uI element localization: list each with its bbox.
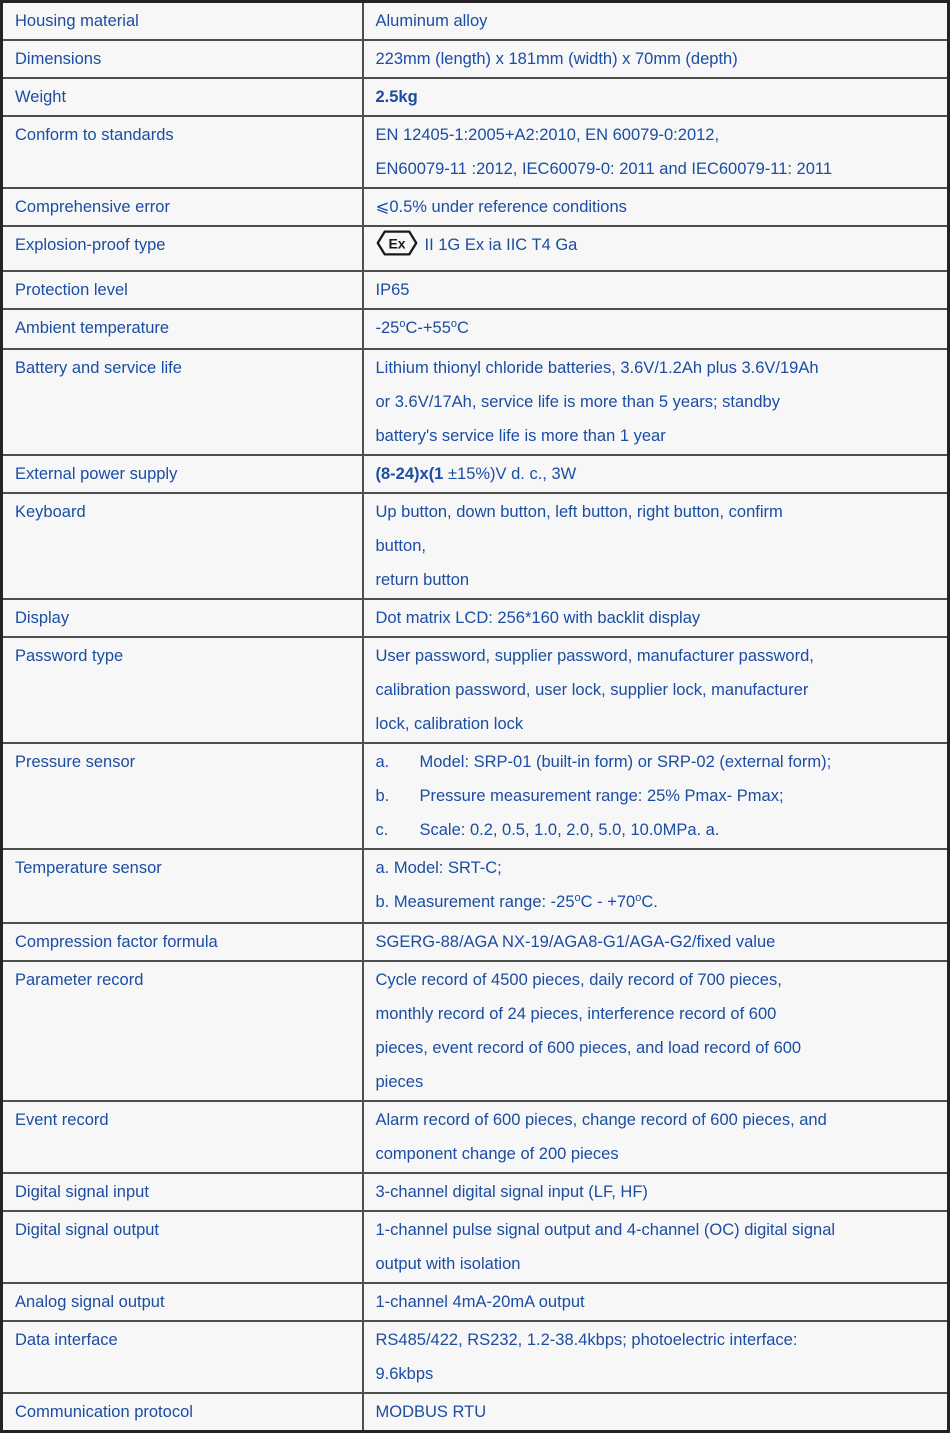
value-line (376, 1247, 940, 1281)
spec-value (363, 1101, 949, 1173)
value-line (376, 779, 940, 813)
spec-label: Temperature sensor (2, 849, 363, 923)
spec-label: Ambient temperature (2, 309, 363, 349)
spec-value (363, 1211, 949, 1283)
value-line (376, 273, 940, 307)
spec-value (363, 743, 949, 849)
spec-label: Explosion-proof type (2, 226, 363, 271)
table-row (2, 116, 949, 188)
table-row (2, 1283, 949, 1321)
table-row (2, 1393, 949, 1432)
spec-label: Display (2, 599, 363, 637)
table-row (2, 455, 949, 493)
value-line (376, 419, 940, 453)
value-text: c. (375, 821, 389, 839)
spec-label: Password type (2, 637, 363, 743)
table-row (2, 849, 949, 923)
value-text: battery's service life is more than 1 year (375, 427, 666, 445)
value-line (376, 4, 940, 38)
table-row (2, 493, 949, 599)
value-text: pieces (375, 1073, 424, 1091)
value-line (376, 228, 940, 269)
value-text: button, (375, 537, 426, 555)
value-text: 1-channel 4mA-20mA output (375, 1293, 585, 1311)
spec-value (363, 493, 949, 599)
value-line (376, 601, 940, 635)
spec-label: Digital signal output (2, 1211, 363, 1283)
table-row (2, 743, 949, 849)
value-text: component change of 200 pieces (375, 1145, 619, 1163)
value-line (376, 707, 940, 741)
value-text: ±15%)V d. c., 3W (443, 465, 577, 483)
value-line (376, 529, 940, 563)
value-text: User password, supplier password, manufacturer password, (375, 647, 814, 665)
value-text: return button (375, 571, 470, 589)
spec-value (363, 226, 949, 271)
ex-icon-label: Ex (387, 235, 406, 252)
spec-value (363, 1393, 949, 1432)
spec-value (363, 40, 949, 78)
spec-label: Comprehensive error (2, 188, 363, 226)
table-row (2, 226, 949, 271)
value-line (376, 118, 940, 152)
table-row (2, 309, 949, 349)
value-text: RS485/422, RS232, 1.2-38.4kbps; photoelectric interface: (375, 1331, 798, 1349)
spec-value (363, 961, 949, 1101)
value-text: Model: SRP-01 (built-in form) or SRP-02 (external form); (419, 753, 832, 771)
value-line (376, 925, 940, 959)
value-line (376, 1031, 940, 1065)
table-row (2, 40, 949, 78)
value-text: -25 (375, 319, 400, 337)
value-text: 3-channel digital signal input (LF, HF) (375, 1183, 648, 1201)
ex-hexagon-icon (376, 229, 418, 269)
spec-label: Event record (2, 1101, 363, 1173)
value-text: o (450, 318, 458, 330)
spec-label: Battery and service life (2, 349, 363, 455)
spec-table-body (2, 2, 949, 1432)
value-text: Lithium thionyl chloride batteries, 3.6V/1.2Ah plus 3.6V/19Ah (375, 359, 819, 377)
value-text: or 3.6V/17Ah, service life is more than 5 years; standby (375, 393, 780, 411)
value-text: EN60079-11 :2012, IEC60079-0: 2011 and IEC60079-11: 2011 (375, 160, 833, 178)
table-row (2, 1321, 949, 1393)
value-text: o (574, 892, 581, 904)
value-text: calibration password, user lock, supplier lock, manufacturer (375, 681, 809, 699)
spec-label: Digital signal input (2, 1173, 363, 1211)
value-text: EN 12405-1:2005+A2:2010, EN 60079-0:2012, (375, 126, 720, 144)
value-line (376, 563, 940, 597)
spec-value (363, 599, 949, 637)
spec-label: Dimensions (2, 40, 363, 78)
value-text: Alarm record of 600 pieces, change record of 600 pieces, and (375, 1111, 827, 1129)
spec-value (363, 849, 949, 923)
value-line (376, 813, 940, 847)
value-text: C-+55 (405, 319, 451, 337)
value-text: II 1G Ex ia IIC T4 Ga (424, 236, 578, 254)
value-line (376, 42, 940, 76)
value-text: IP65 (375, 281, 410, 299)
value-line (376, 1213, 940, 1247)
spec-value (363, 188, 949, 226)
value-text: b. Measurement range: -25 (375, 893, 575, 911)
spec-label: Parameter record (2, 961, 363, 1101)
value-text: a. Model: SRT-C; (375, 859, 502, 877)
spec-value (363, 309, 949, 349)
table-row (2, 1173, 949, 1211)
value-line (376, 351, 940, 385)
value-text: a. (375, 753, 390, 771)
value-text: ⩽0.5% under reference conditions (375, 198, 627, 216)
value-line (376, 152, 940, 186)
value-line (376, 1175, 940, 1209)
value-text: C - +70 (580, 893, 636, 911)
spec-label: Data interface (2, 1321, 363, 1393)
value-text: SGERG-88/AGA NX-19/AGA8-G1/AGA-G2/fixed value (375, 933, 776, 951)
spec-label: Compression factor formula (2, 923, 363, 961)
table-row (2, 961, 949, 1101)
value-text: Cycle record of 4500 pieces, daily record of 700 pieces, (375, 971, 782, 989)
spec-value (363, 455, 949, 493)
value-text: pieces, event record of 600 pieces, and load record of 600 (375, 1039, 802, 1057)
spec-value (363, 1173, 949, 1211)
spec-value (363, 271, 949, 309)
value-text: 9.6kbps (375, 1365, 434, 1383)
value-text: (8-24)x(1 (375, 465, 444, 483)
spec-value (363, 637, 949, 743)
value-line (376, 1065, 940, 1099)
table-row (2, 271, 949, 309)
value-line (376, 639, 940, 673)
spec-label: Communication protocol (2, 1393, 363, 1432)
value-line (376, 673, 940, 707)
spec-value (363, 1283, 949, 1321)
value-line (376, 963, 940, 997)
table-row (2, 78, 949, 116)
value-text: C (457, 319, 469, 337)
value-text: b. (375, 787, 390, 805)
value-text: 223mm (length) x 181mm (width) x 70mm (depth) (375, 50, 738, 68)
spec-label: Housing material (2, 2, 363, 41)
spec-value (363, 2, 949, 41)
value-line (376, 1323, 940, 1357)
value-line (376, 495, 940, 529)
table-row (2, 2, 949, 41)
spec-label: Weight (2, 78, 363, 116)
value-text: MODBUS RTU (375, 1403, 487, 1421)
spec-label: Conform to standards (2, 116, 363, 188)
value-text: 1-channel pulse signal output and 4-channel (OC) digital signal (375, 1221, 836, 1239)
value-line (376, 1285, 940, 1319)
value-line (376, 997, 940, 1031)
table-row (2, 1101, 949, 1173)
value-text: lock, calibration lock (375, 715, 524, 733)
value-text: Scale: 0.2, 0.5, 1.0, 2.0, 5.0, 10.0MPa. a. (419, 821, 720, 839)
table-row (2, 349, 949, 455)
value-line (376, 1395, 940, 1429)
value-text: output with isolation (375, 1255, 521, 1273)
value-text: Aluminum alloy (375, 12, 488, 30)
value-text: Pressure measurement range: 25% Pmax- Pmax; (419, 787, 784, 805)
spec-label: Analog signal output (2, 1283, 363, 1321)
value-line (376, 311, 940, 347)
value-text: Up button, down button, left button, right button, confirm (375, 503, 783, 521)
value-text: 2.5kg (375, 88, 418, 106)
spec-label: External power supply (2, 455, 363, 493)
value-line (376, 885, 940, 921)
value-line (376, 851, 940, 885)
value-text: o (399, 318, 406, 330)
spec-value (363, 78, 949, 116)
spec-value (363, 1321, 949, 1393)
spec-label: Protection level (2, 271, 363, 309)
table-row (2, 637, 949, 743)
spec-value (363, 116, 949, 188)
value-line (376, 745, 940, 779)
value-text: C. (641, 893, 658, 911)
value-text: o (635, 892, 642, 904)
value-line (376, 190, 940, 224)
spec-label: Pressure sensor (2, 743, 363, 849)
value-line (376, 1103, 940, 1137)
table-row (2, 1211, 949, 1283)
value-line (376, 457, 940, 491)
value-text: monthly record of 24 pieces, interference record of 600 (375, 1005, 777, 1023)
table-row (2, 188, 949, 226)
value-line (376, 1357, 940, 1391)
table-row (2, 599, 949, 637)
spec-value (363, 923, 949, 961)
value-text: Dot matrix LCD: 256*160 with backlit display (375, 609, 701, 627)
spec-value (363, 349, 949, 455)
value-line (376, 385, 940, 419)
spec-label: Keyboard (2, 493, 363, 599)
value-line (376, 80, 940, 114)
value-line (376, 1137, 940, 1171)
table-row (2, 923, 949, 961)
